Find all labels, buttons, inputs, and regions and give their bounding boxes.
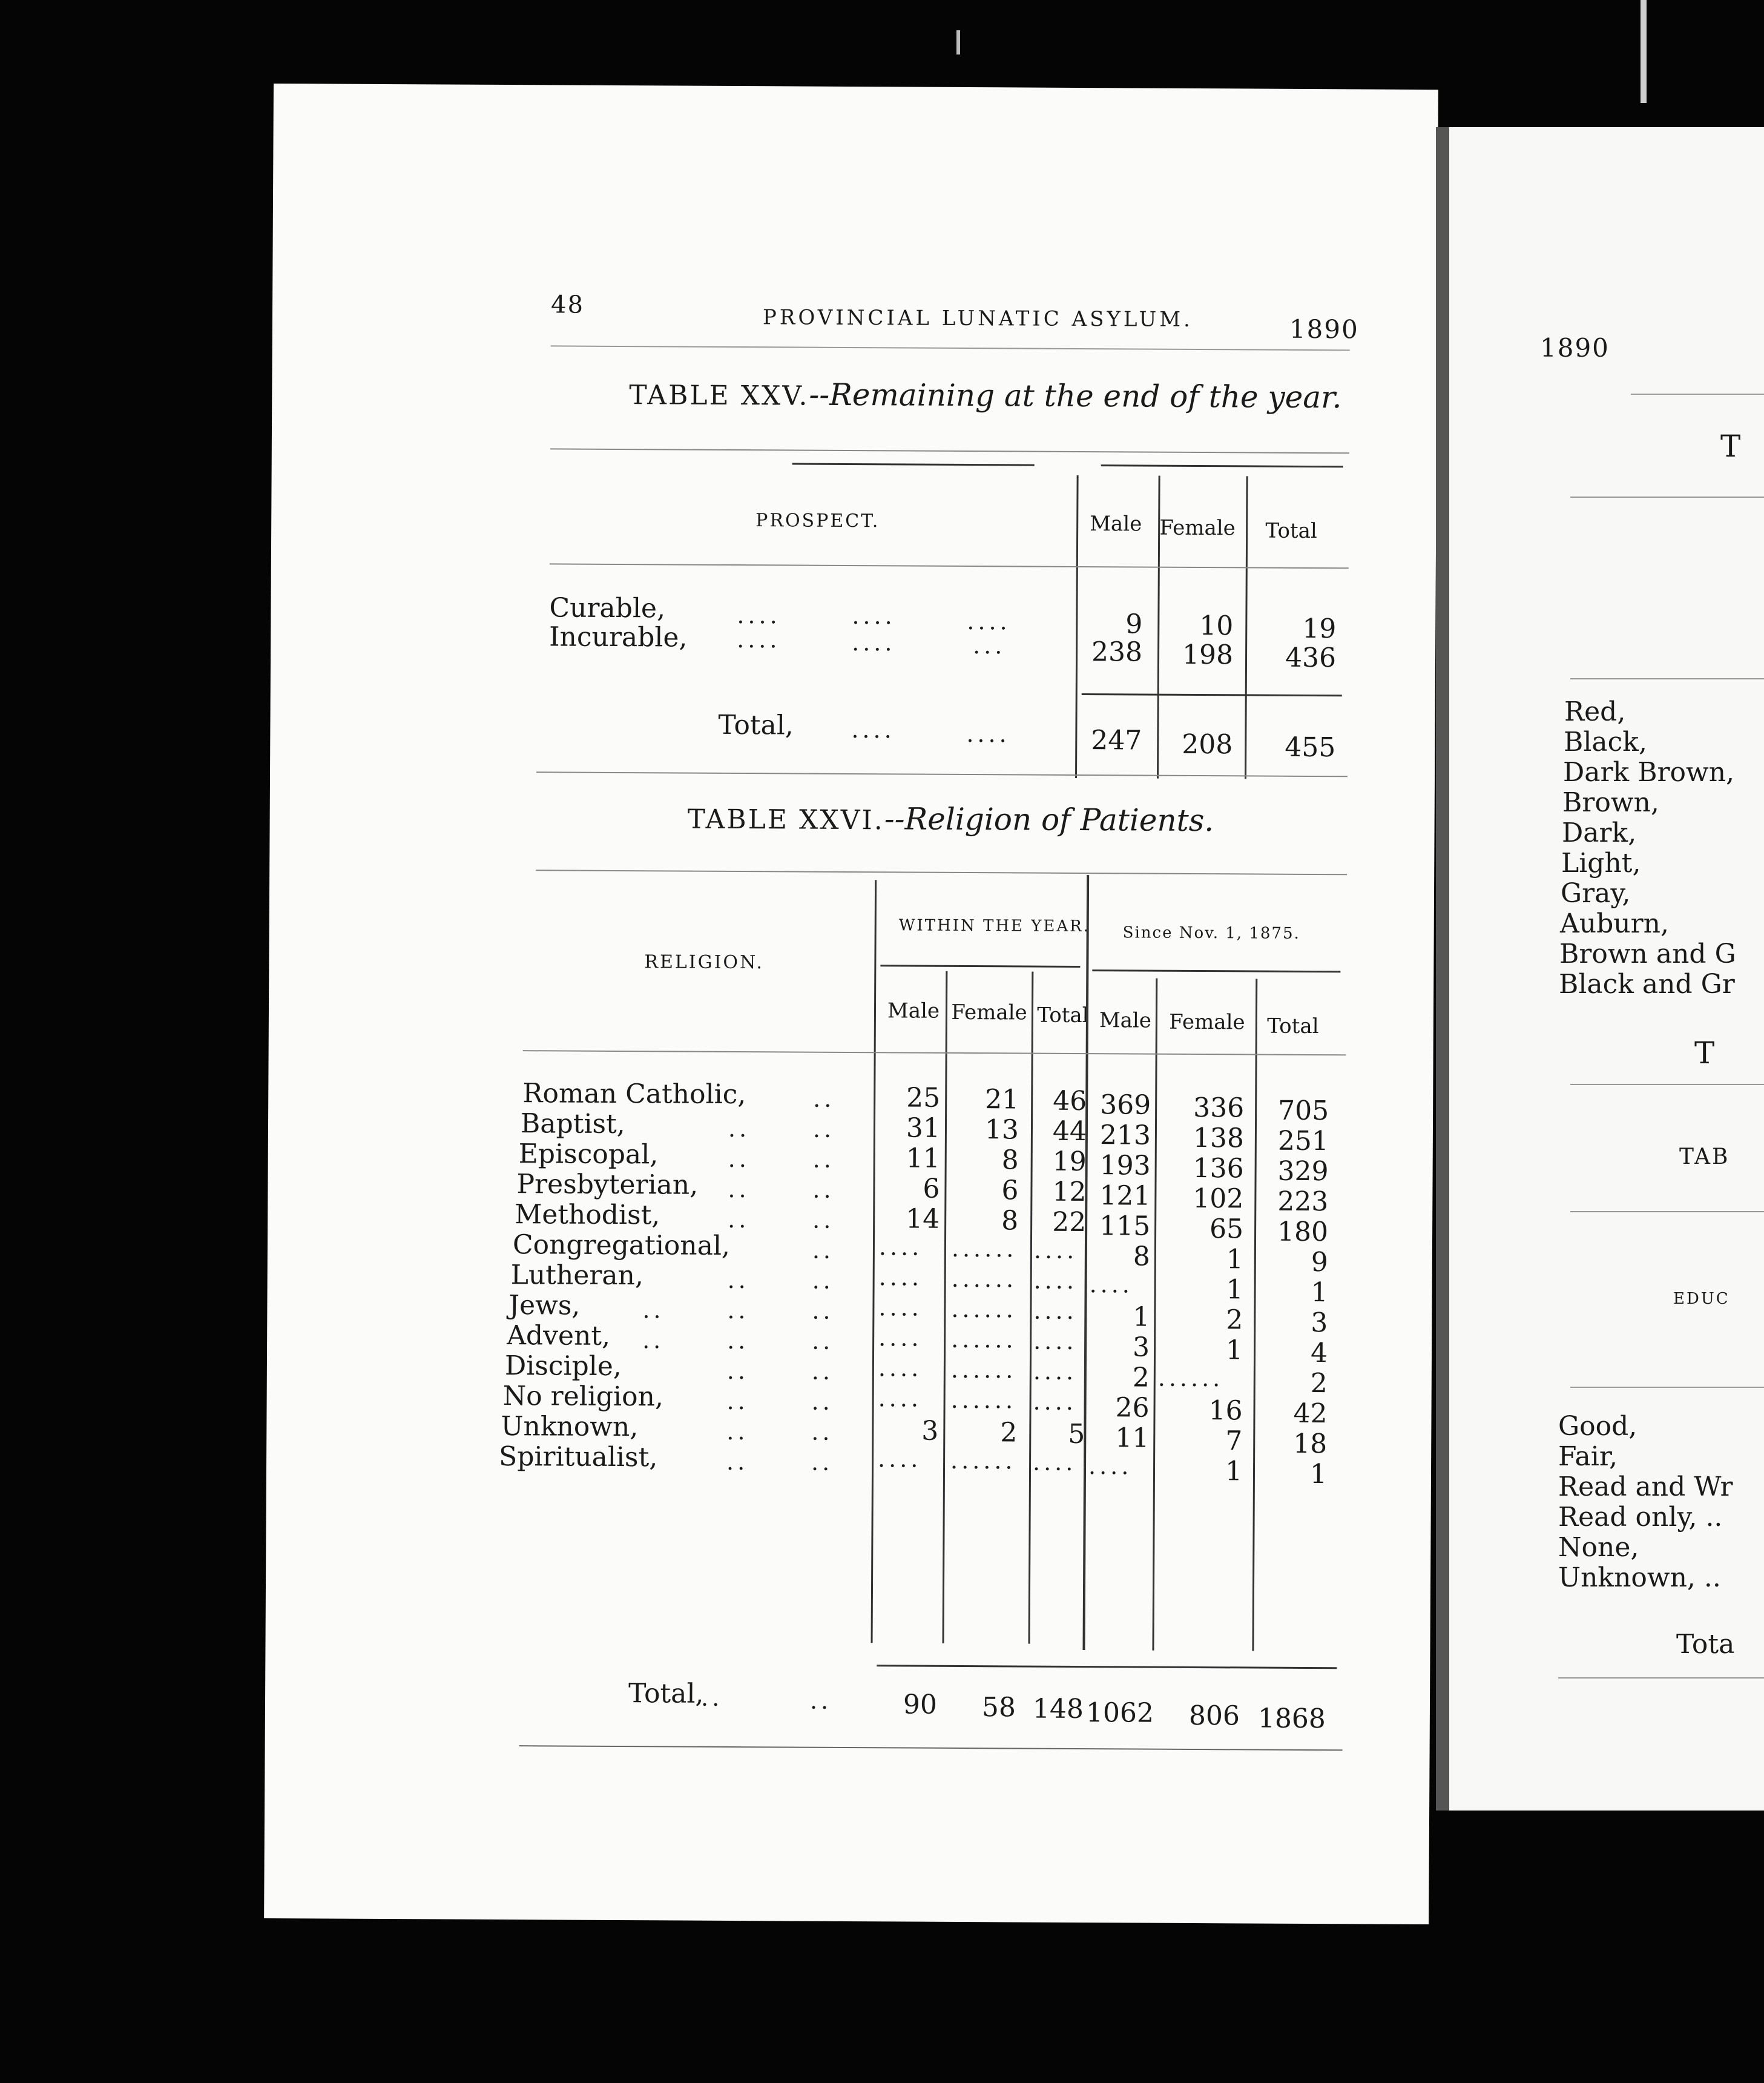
religion-row-label: Advent, [507,1320,611,1352]
table26-col-total: Total [1037,1003,1089,1028]
religion-row-label: Lutheran, [510,1259,644,1292]
dot-leader: .. [728,1175,750,1203]
dot-leader: .. [812,1236,835,1264]
right-page-year: 1890 [1540,333,1610,363]
scan-artifact [1641,0,1647,103]
religion-row-label: Unknown, [501,1410,639,1443]
religion-cell: 1 [1133,1301,1150,1333]
hair-row-label: Dark Brown, [1563,757,1735,788]
table25-col-prospect: PROSPECT. [755,510,880,532]
hair-row-label: Gray, [1561,878,1631,909]
dot-leader: .. [728,1145,750,1173]
religion-cell: 180 [1277,1216,1329,1248]
dot-leader: .. [812,1327,834,1355]
religion-cell: .... [878,1385,923,1412]
dot-leader: .... [737,602,781,629]
table26-top-rule [536,870,1347,875]
table25-total-cell: 247 [1091,725,1142,756]
table26-col-male: Male [887,999,940,1023]
right-col-head: EDUC [1673,1290,1730,1308]
right-page-rule [1570,678,1764,679]
religion-cell: .... [878,1324,923,1352]
religion-cell: 2 [1000,1417,1018,1448]
right-page-rule [1570,1387,1764,1388]
dot-leader: .... [851,716,895,744]
edu-total: Tota [1676,1629,1735,1660]
table25-rule-a [792,463,1035,466]
religion-cell: .... [1033,1358,1078,1385]
education-row-label: Good, [1558,1411,1637,1442]
religion-row-label: Disciple, [504,1350,622,1382]
religion-cell: 14 [906,1203,940,1235]
table26-total-cell: 90 [903,1689,938,1720]
religion-cell: .... [1033,1388,1078,1415]
dot-leader: .. [812,1115,835,1143]
religion-cell: 42 [1293,1398,1328,1430]
education-row-label: Read only, .. [1558,1502,1723,1533]
table25-title: TABLE XXV.--Remaining at the end of the year. [629,377,1342,415]
left-page [264,84,1438,1924]
hair-row-label: Brown and G [1559,939,1736,969]
table26-bottom-rule [519,1745,1343,1751]
dot-leader: .. [809,1687,832,1714]
table25-cell: 198 [1182,639,1234,671]
table26-group-rule-b [1092,969,1340,972]
religion-cell: 18 [1293,1428,1328,1460]
religion-cell: 46 [1053,1085,1087,1117]
religion-cell: 13 [984,1114,1019,1146]
table25-sum-rule [1082,693,1342,696]
religion-cell: .... [1033,1267,1078,1294]
table25-bottom-rule [536,771,1348,777]
religion-cell: 4 [1310,1337,1328,1369]
religion-cell: 336 [1193,1092,1245,1124]
religion-cell: .... [1032,1448,1077,1476]
religion-cell: .... [878,1355,923,1382]
dot-leader: .... [852,602,896,630]
dot-leader: .. [811,1388,834,1415]
table26-total-cell: 58 [981,1692,1016,1723]
header-year: 1890 [1289,314,1359,345]
page-number: 48 [550,291,585,319]
dot-leader: .. [727,1266,749,1294]
religion-cell: ...... [950,1447,1016,1474]
religion-cell: 3 [1132,1332,1150,1363]
hair-row-label: Black, [1564,727,1647,758]
religion-cell: ...... [1157,1364,1224,1392]
header-rule [551,345,1350,351]
dot-leader: .. [726,1387,749,1415]
table26-total-cell: 148 [1032,1693,1084,1725]
table26-vrule-6 [1252,979,1257,1651]
religion-cell: 213 [1099,1120,1151,1151]
dot-leader: .... [852,629,896,656]
dot-leader: .. [727,1327,749,1355]
table25-total-cell: 208 [1182,728,1233,761]
religion-cell: 102 [1193,1183,1244,1215]
table25-head-rule [550,563,1349,569]
right-page-heading: T [1720,429,1741,464]
religion-cell: 5 [1068,1418,1085,1450]
religion-cell: 115 [1099,1210,1151,1242]
religion-cell: 21 [985,1084,1019,1115]
religion-cell: 223 [1277,1186,1329,1218]
religion-cell: ...... [951,1295,1018,1323]
dot-leader: .. [812,1297,834,1324]
right-table-label: TAB [1679,1144,1730,1169]
dot-leader: .. [728,1206,750,1233]
right-page-rule [1558,1677,1764,1679]
religion-cell: 1 [1225,1456,1243,1487]
table26-total-label: Total, [628,1678,704,1709]
religion-cell: 138 [1193,1122,1245,1154]
religion-cell: .... [1033,1297,1078,1324]
dot-leader: .. [811,1448,834,1476]
education-row-label: None, [1558,1532,1639,1563]
right-page-rule [1570,1084,1764,1085]
dot-leader: .. [812,1146,835,1173]
religion-cell: 1 [1225,1335,1243,1366]
religion-cell: 31 [906,1112,941,1144]
religion-row-label: Presbyterian, [516,1169,699,1201]
religion-cell: 11 [906,1143,940,1174]
table26-vrule-2 [943,971,948,1643]
religion-cell: .... [1033,1236,1078,1264]
religion-row-label: Episcopal, [518,1138,659,1170]
dot-leader: .. [812,1267,834,1294]
dot-leader: ... [973,632,1006,659]
dot-leader: .. [812,1206,835,1233]
table25-cell: 436 [1285,642,1337,674]
religion-cell: ...... [951,1325,1017,1353]
religion-row-label: Methodist, [515,1199,660,1231]
table26-group-since: Since Nov. 1, 1875. [1122,923,1300,943]
dot-leader: .. [728,1115,751,1143]
religion-cell: 369 [1100,1089,1151,1121]
religion-cell: 121 [1099,1180,1151,1212]
table26-col-religion: RELIGION. [644,951,765,974]
religion-cell: 1 [1311,1277,1328,1309]
religion-cell: 1 [1226,1274,1243,1306]
religion-cell: 8 [1001,1205,1019,1236]
hair-row-label: Black and Gr [1559,969,1735,1000]
dot-leader: .. [642,1327,665,1354]
religion-cell: .... [878,1264,923,1291]
table26-col-female: Female [951,1000,1027,1025]
religion-cell: 26 [1115,1392,1150,1424]
table26-group-within: WITHIN THE YEAR. [898,916,1091,936]
hair-row-label: Dark, [1562,817,1637,848]
table26-caption: --Religion of Patients. [884,801,1214,839]
religion-cell: 8 [1001,1144,1019,1176]
religion-row-label: Baptist, [520,1108,625,1140]
right-page-rule [1570,1211,1764,1212]
religion-cell: 6 [1001,1175,1019,1206]
religion-cell: 6 [923,1173,940,1204]
religion-cell: .... [1089,1271,1134,1298]
table26-vrule-5 [1152,979,1157,1651]
dot-leader: .. [700,1684,723,1711]
table26-col-female: Female [1169,1009,1245,1035]
dot-leader: .. [642,1296,665,1324]
education-row-label: Fair, [1558,1441,1618,1472]
table25-col-total: Total [1265,518,1317,544]
dot-leader: .. [727,1296,749,1324]
table25-caption: --Remaining at the end of the year. [809,377,1342,415]
table25-total-label: Total, [718,709,794,741]
religion-cell: ...... [950,1386,1017,1414]
religion-cell: .... [878,1294,923,1321]
religion-cell: ...... [951,1235,1018,1263]
scan-artifact [956,30,960,54]
religion-cell: 25 [906,1082,941,1114]
religion-cell: 19 [1052,1146,1087,1178]
religion-cell: 2 [1310,1367,1328,1399]
right-page-rule [1631,394,1764,395]
table25-total-cell: 455 [1285,731,1336,764]
table26-total-cell: 806 [1188,1700,1240,1732]
religion-row-label: Roman Catholic, [522,1078,746,1111]
religion-cell: .... [1088,1453,1133,1480]
table25-col-male: Male [1090,512,1142,536]
dot-leader: .. [726,1418,749,1445]
table25-rule-b [1101,464,1343,467]
dot-leader: .. [726,1448,749,1476]
table25-cell: 238 [1091,636,1143,668]
religion-cell: 3 [1311,1307,1328,1339]
table25-cell: 9 [1125,609,1143,640]
dot-leader: .. [813,1085,835,1112]
religion-cell: .... [878,1445,922,1473]
religion-cell: 12 [1052,1176,1087,1208]
religion-cell: 136 [1193,1152,1244,1184]
dot-leader: .... [966,721,1010,748]
religion-cell: 9 [1311,1247,1328,1278]
table26-col-total: Total [1267,1014,1319,1039]
dot-leader: .. [811,1418,834,1445]
hair-row-label: Auburn, [1560,908,1669,939]
religion-cell: ...... [951,1265,1018,1293]
running-title: PROVINCIAL LUNATIC ASYLUM. [762,305,1193,332]
education-row-label: Unknown, .. [1558,1562,1721,1593]
religion-cell: 2 [1132,1362,1150,1393]
table25-row-label: Curable, [549,592,666,624]
right-page [1436,127,1764,1811]
religion-cell: 1 [1226,1244,1243,1275]
religion-row-label: Congregational, [512,1229,731,1261]
religion-cell: 2 [1226,1304,1243,1336]
table25-cell: 19 [1302,613,1337,645]
dot-leader: .... [967,608,1011,635]
religion-cell: 1 [1309,1458,1328,1490]
religion-cell: .... [1033,1327,1078,1355]
table25-cell: 10 [1199,610,1234,642]
table26-vrule-3 [1028,972,1034,1644]
table26-title: TABLE XXVI.--Religion of Patients. [687,801,1214,839]
dot-leader: .... [737,626,781,653]
hair-row-label: Red, [1564,696,1626,727]
religion-row-label: No religion, [502,1381,664,1413]
table26-head-rule [523,1050,1346,1055]
right-page-rule [1570,497,1764,498]
religion-cell: 16 [1208,1395,1243,1427]
religion-cell: 11 [1115,1422,1150,1454]
religion-cell: 22 [1052,1206,1087,1238]
religion-cell: 193 [1099,1150,1151,1181]
religion-cell: 44 [1052,1115,1087,1147]
table25-vrule-3 [1245,476,1248,779]
education-row-label: Read and Wr [1558,1471,1733,1502]
religion-cell: 8 [1133,1241,1151,1272]
table26-total-cell: 1062 [1085,1697,1154,1729]
hair-row-label: Brown, [1562,787,1659,818]
table26-vrule-1 [871,880,877,1643]
religion-cell: 329 [1277,1155,1329,1187]
religion-row-label: Spiritualist, [498,1441,658,1473]
table26-col-male: Male [1099,1008,1152,1033]
dot-leader: .. [726,1357,749,1385]
dot-leader: .. [812,1176,835,1203]
religion-cell: 7 [1225,1425,1243,1457]
religion-cell: 3 [921,1415,939,1447]
religion-cell: .... [878,1233,923,1261]
table26-group-rule-a [880,965,1080,968]
hair-total: T [1694,1035,1715,1071]
table25-row-label: Incurable, [549,621,688,653]
religion-cell: 65 [1209,1213,1244,1245]
table26-sum-rule [877,1665,1337,1669]
religion-cell: ...... [950,1356,1017,1384]
table25-col-female: Female [1159,515,1236,541]
table26-total-cell: 1868 [1257,1703,1326,1735]
religion-cell: 251 [1277,1125,1329,1157]
hair-row-label: Light, [1561,848,1641,879]
table25-top-rule [550,448,1349,454]
religion-row-label: Jews, [508,1290,581,1321]
dot-leader: .. [811,1358,834,1385]
religion-cell: 705 [1278,1095,1329,1127]
